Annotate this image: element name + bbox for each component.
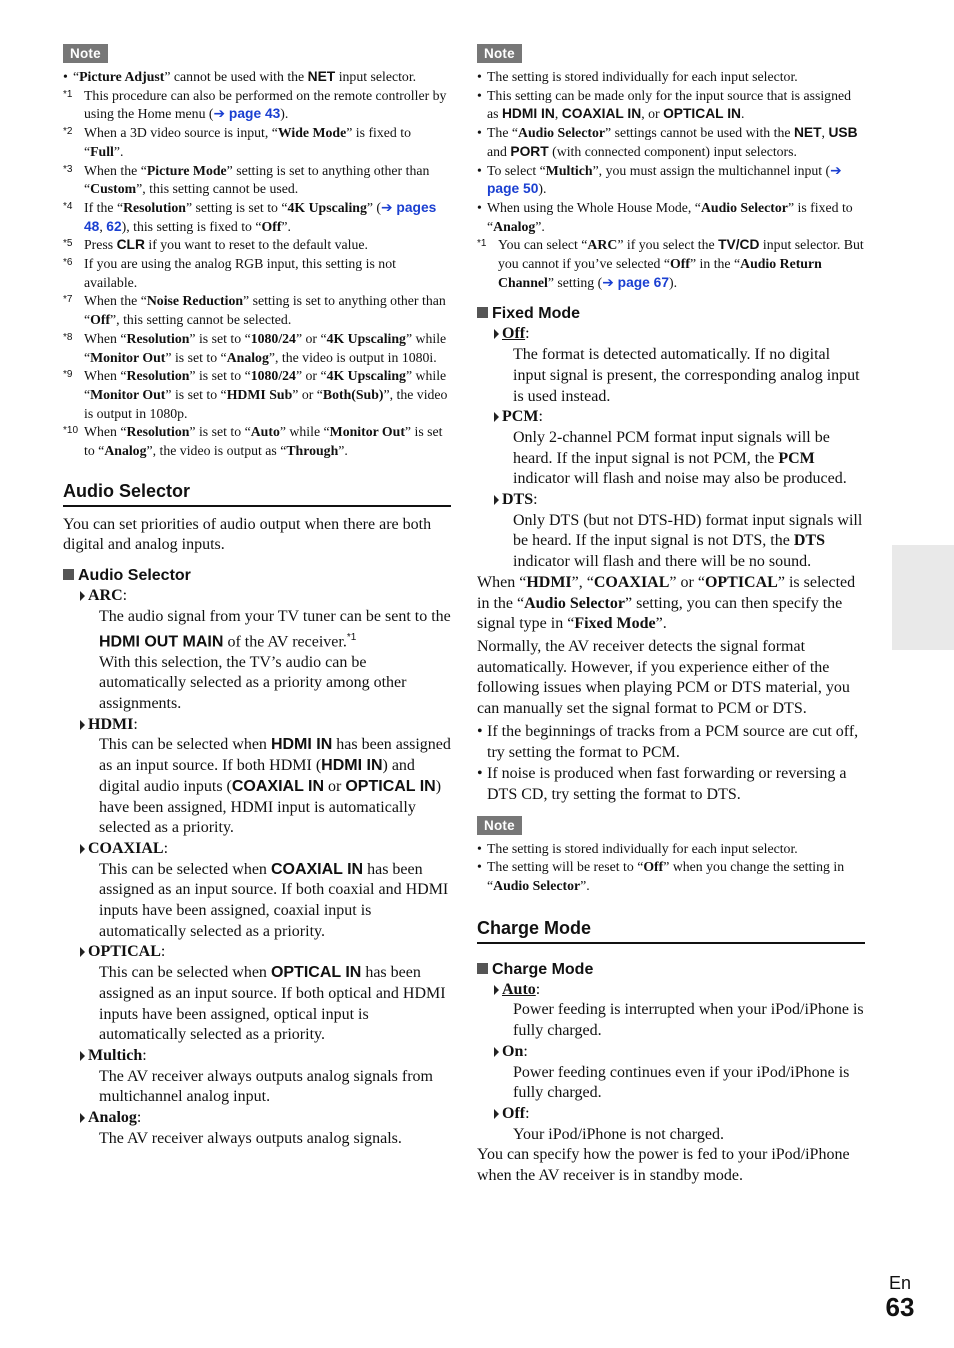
note-3-list xyxy=(477,840,865,896)
charge-mode-subhead: Charge Mode xyxy=(477,960,865,980)
audio-selector-intro: You can set priorities of audio output when there are both digital and analog inputs. xyxy=(63,515,432,554)
footnote-4: *4 If the “Resolution” setting is set to “4K Upscaling” (➔ pages 48, 62), this setting is fixed to “Off”. xyxy=(63,199,437,234)
fixed-mode-subhead: Fixed Mode xyxy=(477,304,865,324)
triangle-right-icon xyxy=(80,1051,85,1061)
page-50-link[interactable]: ➔ page 50 xyxy=(487,162,842,197)
footnote-6: *6 If you are using the analog RGB input, this setting is not available. xyxy=(63,256,396,290)
side-tab xyxy=(892,545,954,650)
option-optical: OPTICAL: xyxy=(63,942,451,963)
option-multich-desc: The AV receiver always outputs analog signals from multichannel analog input. xyxy=(99,1067,433,1106)
page-43-link[interactable]: ➔ page 43 xyxy=(213,106,281,122)
option-optical-desc: This can be selected when OPTICAL IN has been assigned as an input source. If both optical and HDMI inputs have been assigned, optical input is automatically selected as a priority. xyxy=(99,964,446,1044)
option-dts: DTS: xyxy=(477,490,865,511)
option-multich: Multich: xyxy=(63,1046,451,1067)
note-badge-3: Note xyxy=(477,816,522,835)
note-1-list xyxy=(63,68,451,461)
footnote-7: *7 When the “Noise Reduction” setting is set to anything other than “Off”, this setting cannot be selected. xyxy=(63,293,446,328)
option-coaxial: COAXIAL: xyxy=(63,839,451,860)
option-coaxial-desc: This can be selected when COAXIAL IN has been assigned as an input source. If both coaxial and HDMI inputs have been assigned, coaxial input is automatically selected as a priority. xyxy=(99,860,449,940)
option-dts-desc: Only DTS (but not DTS-HD) format input signals will be heard. If the input signal is not DTS, the DTS indicator will flash and there will be no sound. xyxy=(513,511,863,571)
footnote-2: *2 When a 3D video source is input, “Wide Mode” is fixed to “Full”. xyxy=(63,125,411,159)
option-hdmi-desc: This can be selected when HDMI IN has been assigned as an input source. If both HDMI (HDMI IN) and digital audio inputs (COAXIAL IN or OPTICAL IN) have been assigned, HDMI input is automatically selected as a priority. xyxy=(99,736,451,837)
option-charge-off-desc: Your iPod/iPhone is not charged. xyxy=(513,1125,724,1143)
note-3-bullet-2: • The setting will be reset to “Off” when you change the setting in “Audio Selector”. xyxy=(477,858,865,895)
page-62-link[interactable]: 62 xyxy=(106,218,122,234)
footnote-1: *1 This procedure can also be performed on the remote controller by using the Home menu (➔ page 43). xyxy=(63,87,447,122)
fixed-mode-para-1: When “HDMI”, “COAXIAL” or “OPTICAL” is selected in the “Audio Selector” setting, you can then specify the signal type in “Fixed Mode”. xyxy=(477,573,856,633)
note-2-bullet-3: • The “Audio Selector” settings cannot be used with the NET, USB and PORT (with connected component) input selectors. xyxy=(477,124,865,161)
option-analog: Analog: xyxy=(63,1108,451,1129)
page-67-link[interactable]: ➔ page 67 xyxy=(602,274,670,290)
audio-selector-subhead: Audio Selector xyxy=(63,566,451,586)
footnote-5: *5 Press CLR if you want to reset to the default value. xyxy=(63,237,368,253)
triangle-right-icon xyxy=(80,720,85,730)
option-auto-desc: Power feeding is interrupted when your iPod/iPhone is fully charged. xyxy=(513,1001,864,1040)
right-column xyxy=(477,44,865,1187)
note-badge-2: Note xyxy=(477,44,522,63)
note-2-bullet-2: • This setting can be made only for the input source that is assigned as HDMI IN, COAXIAL IN, or OPTICAL IN. xyxy=(477,87,865,124)
note-1-bullet: • “Picture Adjust” cannot be used with the NET input selector. xyxy=(63,68,451,87)
triangle-right-icon xyxy=(494,495,499,505)
note-3-bullet-1: • The setting is stored individually for each input selector. xyxy=(477,840,865,859)
option-arc: ARC: xyxy=(63,586,451,607)
triangle-right-icon xyxy=(494,985,499,995)
triangle-right-icon xyxy=(494,412,499,422)
triangle-right-icon xyxy=(494,329,499,339)
option-auto: Auto: xyxy=(477,980,865,1001)
page-number-value: 63 xyxy=(885,1292,915,1322)
language-label: En xyxy=(888,1273,912,1293)
triangle-right-icon xyxy=(494,1047,499,1057)
option-off-desc: The format is detected automatically. If no digital input signal is present, the corresponding analog input is used instead. xyxy=(513,346,860,405)
audio-selector-section-title: Audio Selector xyxy=(63,481,451,507)
fixed-mode-para-2: Normally, the AV receiver detects the signal format automatically. However, if you experience either of the following issues when playing PCM or DTS material, you can manually set the signal format to PCM or DTS. xyxy=(477,637,850,718)
note-2-footnote-1: *1 You can select “ARC” if you select the TV/CD input selector. But you cannot if you’ve selected “Off” in the “Audio Return Channel” setting (➔ page 67). xyxy=(477,237,864,290)
charge-mode-outro: You can specify how the power is fed to your iPod/iPhone when the AV receiver is in standby mode. xyxy=(477,1146,850,1185)
charge-mode-section-title: Charge Mode xyxy=(477,918,865,944)
triangle-right-icon xyxy=(80,947,85,957)
footnote-10: *10 When “Resolution” is set to “Auto” while “Monitor Out” is set to “Analog”, the video is output as “Through”. xyxy=(63,424,443,459)
option-pcm-desc: Only 2-channel PCM format input signals will be heard. If the input signal is not PCM, the PCM indicator will flash and noise may also be produced. xyxy=(513,428,847,488)
triangle-right-icon xyxy=(494,1109,499,1119)
note-2-bullet-5: • When using the Whole House Mode, “Audio Selector” is fixed to “Analog”. xyxy=(477,199,865,236)
footnote-3: *3 When the “Picture Mode” setting is set to anything other than “Custom”, this setting cannot be used. xyxy=(63,162,430,197)
note-2-bullet-4: • To select “Multich”, you must assign the multichannel input (➔ page 50). xyxy=(477,162,865,199)
triangle-right-icon xyxy=(80,591,85,601)
square-bullet-icon xyxy=(63,569,74,580)
note-badge-1: Note xyxy=(63,44,108,63)
option-on-desc: Power feeding continues even if your iPod/iPhone is fully charged. xyxy=(513,1063,850,1102)
option-pcm: PCM: xyxy=(477,407,865,428)
fixed-mode-bullet-1: • If the beginnings of tracks from a PCM source are cut off, try setting the format to PCM. xyxy=(477,722,865,763)
triangle-right-icon xyxy=(80,844,85,854)
option-charge-off: Off: xyxy=(477,1104,865,1125)
pages-48-link[interactable]: ➔ pages 48 xyxy=(84,199,437,234)
square-bullet-icon xyxy=(477,963,488,974)
triangle-right-icon xyxy=(80,1113,85,1123)
note-2-bullet-1: • The setting is stored individually for each input selector. xyxy=(477,68,865,87)
page-number xyxy=(870,1273,930,1321)
fixed-mode-bullet-2: • If noise is produced when fast forwarding or reversing a DTS CD, try setting the format to DTS. xyxy=(477,764,865,805)
square-bullet-icon xyxy=(477,307,488,318)
option-off: Off: xyxy=(477,324,865,345)
footnote-8: *8 When “Resolution” is set to “1080/24” or “4K Upscaling” while “Monitor Out” is set to “Analog”, the video is output in 1080i. xyxy=(63,330,447,365)
option-arc-desc: The audio signal from your TV tuner can be sent to the HDMI OUT MAIN of the AV receiver.$^{*1}$ With this selection, the TV’s audio can be automatically selected as a priority among other assignments. xyxy=(99,607,451,713)
left-column xyxy=(63,44,451,1149)
note-2-list xyxy=(477,68,865,292)
option-on: On: xyxy=(477,1042,865,1063)
footnote-9: *9 When “Resolution” is set to “1080/24” or “4K Upscaling” while “Monitor Out” is set to “HDMI Sub” or “Both(Sub)”, the video is output in 1080p. xyxy=(63,368,448,421)
option-analog-desc: The AV receiver always outputs analog signals. xyxy=(99,1129,402,1147)
option-hdmi: HDMI: xyxy=(63,715,451,736)
